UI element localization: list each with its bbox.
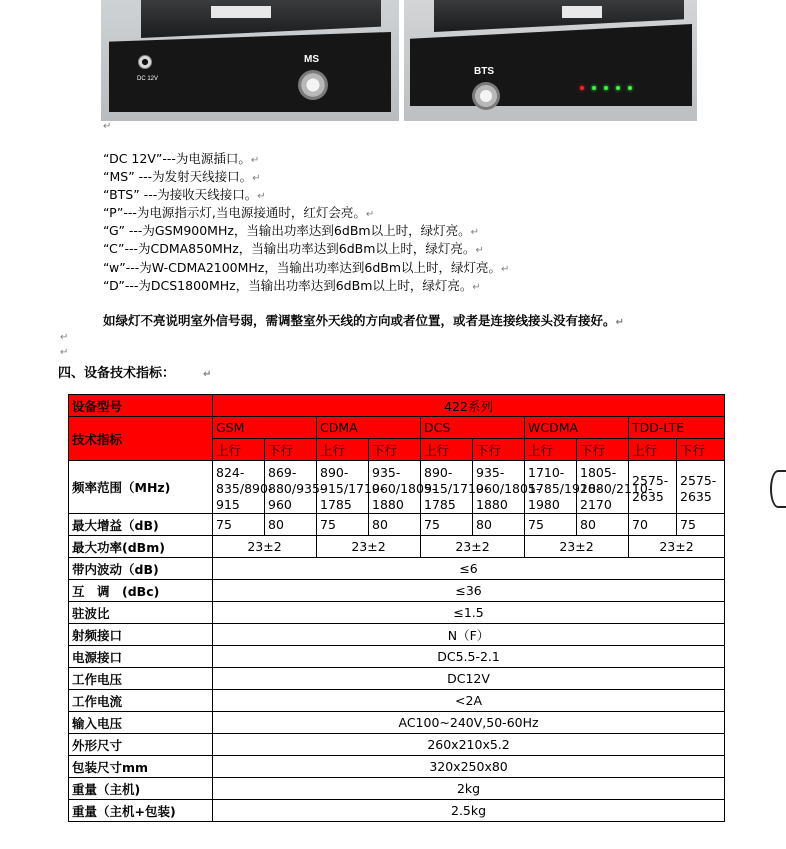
table-row xyxy=(69,712,725,734)
gain-cell: 75 xyxy=(525,514,577,536)
table-row xyxy=(69,668,725,690)
product-photo-back xyxy=(404,0,697,121)
row-label: 输入电压 xyxy=(69,712,213,734)
row-value: ≤6 xyxy=(213,558,725,580)
uplink-header: 上行 xyxy=(317,439,369,461)
device-label-plate xyxy=(562,6,602,18)
row-value: 2.5kg xyxy=(213,800,725,822)
row-value: DC5.5-2.1 xyxy=(213,646,725,668)
row-value: 260x210x5.2 xyxy=(213,734,725,756)
bts-label: BTS xyxy=(474,66,494,77)
note-text: 如绿灯不亮说明室外信号弱，需调整室外天线的方向或者位置，或者是连接线接头没有接好。↵ xyxy=(103,313,624,328)
text-line: “MS” ---为发射天线接口。↵ xyxy=(103,169,261,184)
band-header: GSM xyxy=(213,417,317,439)
gain-cell: 80 xyxy=(473,514,525,536)
freq-cell: 890-915/1710-1785 xyxy=(317,461,369,514)
text-line: “w”---为W-CDMA2100MHz，当输出功率达到6dBm以上时，绿灯亮。↵ xyxy=(103,260,510,275)
row-value: N（F） xyxy=(213,624,725,646)
freq-cell: 824-835/890-915 xyxy=(213,461,265,514)
freq-cell: 890-915/1710-1785 xyxy=(421,461,473,514)
gain-cell: 70 xyxy=(629,514,677,536)
row-label: 外形尺寸 xyxy=(69,734,213,756)
text-line: “BTS” ---为接收天线接口。↵ xyxy=(103,187,266,202)
uplink-header: 上行 xyxy=(213,439,265,461)
row-value: 320x250x80 xyxy=(213,756,725,778)
spec-table xyxy=(68,394,725,822)
freq-cell: 2575-2635 xyxy=(677,461,725,514)
margin-bracket xyxy=(770,470,786,508)
paragraph-mark: ↵ xyxy=(103,121,112,132)
table-row xyxy=(69,800,725,822)
text-line: “P”---为电源指示灯,当电源接通时，红灯会亮。↵ xyxy=(103,205,375,220)
gain-cell: 75 xyxy=(421,514,473,536)
power-cell: 23±2 xyxy=(629,536,725,558)
table-row xyxy=(69,734,725,756)
text-line: “D”---为DCS1800MHz，当输出功率达到6dBm以上时，绿灯亮。↵ xyxy=(103,278,481,293)
row-value: 2kg xyxy=(213,778,725,800)
table-row xyxy=(69,558,725,580)
uplink-header: 上行 xyxy=(629,439,677,461)
row-label: 电源接口 xyxy=(69,646,213,668)
band-header: WCDMA xyxy=(525,417,629,439)
uplink-header: 上行 xyxy=(525,439,577,461)
gain-cell: 80 xyxy=(369,514,421,536)
table-row xyxy=(69,417,725,439)
row-label: 重量（主机) xyxy=(69,778,213,800)
paragraph-mark: ↵ xyxy=(60,347,69,358)
row-label: 射频接口 xyxy=(69,624,213,646)
model-label: 设备型号 xyxy=(69,395,213,417)
table-row xyxy=(69,536,725,558)
table-row xyxy=(69,580,725,602)
gain-cell: 80 xyxy=(265,514,317,536)
row-label: 驻波比 xyxy=(69,602,213,624)
row-value: ≤36 xyxy=(213,580,725,602)
power-cell: 23±2 xyxy=(421,536,525,558)
freq-label: 频率范围（MHz) xyxy=(69,461,213,514)
section-heading: 四、设备技术指标： ↵ xyxy=(58,366,212,381)
ms-connector-icon xyxy=(298,70,328,100)
gain-cell: 80 xyxy=(577,514,629,536)
table-row xyxy=(69,461,725,514)
freq-cell: 1805-1880/2110-2170 xyxy=(577,461,629,514)
gain-cell: 75 xyxy=(677,514,725,536)
cdma-led-icon xyxy=(604,86,608,90)
row-value: DC12V xyxy=(213,668,725,690)
row-label: 工作电压 xyxy=(69,668,213,690)
table-row xyxy=(69,602,725,624)
downlink-header: 下行 xyxy=(473,439,525,461)
product-photo-front xyxy=(101,0,399,121)
device-body xyxy=(109,32,391,112)
text-line: “G” ---为GSM900MHz，当输出功率达到6dBm以上时，绿灯亮。↵ xyxy=(103,223,479,238)
table-row xyxy=(69,646,725,668)
uplink-header: 上行 xyxy=(421,439,473,461)
table-row xyxy=(69,756,725,778)
power-cell: 23±2 xyxy=(317,536,421,558)
gsm-led-icon xyxy=(592,86,596,90)
table-row xyxy=(69,395,725,417)
row-value: ≤1.5 xyxy=(213,602,725,624)
band-header: DCS xyxy=(421,417,525,439)
device-body xyxy=(410,24,692,106)
downlink-header: 下行 xyxy=(265,439,317,461)
downlink-header: 下行 xyxy=(369,439,421,461)
wcdma-led-icon xyxy=(616,86,620,90)
gain-cell: 75 xyxy=(213,514,265,536)
row-label: 互 调 (dBc) xyxy=(69,580,213,602)
band-header: CDMA xyxy=(317,417,421,439)
row-label: 带内波动（dB) xyxy=(69,558,213,580)
dcs-led-icon xyxy=(628,86,632,90)
band-header: TDD-LTE xyxy=(629,417,725,439)
row-value: <2A xyxy=(213,690,725,712)
row-label: 工作电流 xyxy=(69,690,213,712)
dc-jack-icon xyxy=(138,55,152,69)
gain-label: 最大增益（dB) xyxy=(69,514,213,536)
device-label-plate xyxy=(211,6,271,18)
freq-cell: 935-960/1805-1880 xyxy=(473,461,525,514)
row-label: 重量（主机+包装) xyxy=(69,800,213,822)
table-row xyxy=(69,690,725,712)
bts-connector-icon xyxy=(472,82,500,110)
power-label: 最大功率(dBm) xyxy=(69,536,213,558)
table-row xyxy=(69,514,725,536)
paragraph-mark: ↵ xyxy=(60,332,69,343)
gain-cell: 75 xyxy=(317,514,369,536)
power-led-icon xyxy=(580,86,584,90)
freq-cell: 1710-1785/1920-1980 xyxy=(525,461,577,514)
ms-label: MS xyxy=(304,54,319,65)
freq-cell: 2575-2635 xyxy=(629,461,677,514)
text-line: “DC 12V”---为电源插口。↵ xyxy=(103,151,260,166)
power-cell: 23±2 xyxy=(213,536,317,558)
table-row xyxy=(69,624,725,646)
freq-cell: 869-880/935-960 xyxy=(265,461,317,514)
downlink-header: 下行 xyxy=(677,439,725,461)
spec-label: 技术指标 xyxy=(69,417,213,461)
dc-label: DC 12V xyxy=(137,76,159,82)
downlink-header: 下行 xyxy=(577,439,629,461)
model-value: 422系列 xyxy=(213,395,725,417)
text-line: “C”---为CDMA850MHz，当输出功率达到6dBm以上时，绿灯亮。↵ xyxy=(103,241,484,256)
power-cell: 23±2 xyxy=(525,536,629,558)
table-row xyxy=(69,778,725,800)
row-value: AC100~240V,50-60Hz xyxy=(213,712,725,734)
freq-cell: 935-960/1805-1880 xyxy=(369,461,421,514)
row-label: 包装尺寸mm xyxy=(69,756,213,778)
